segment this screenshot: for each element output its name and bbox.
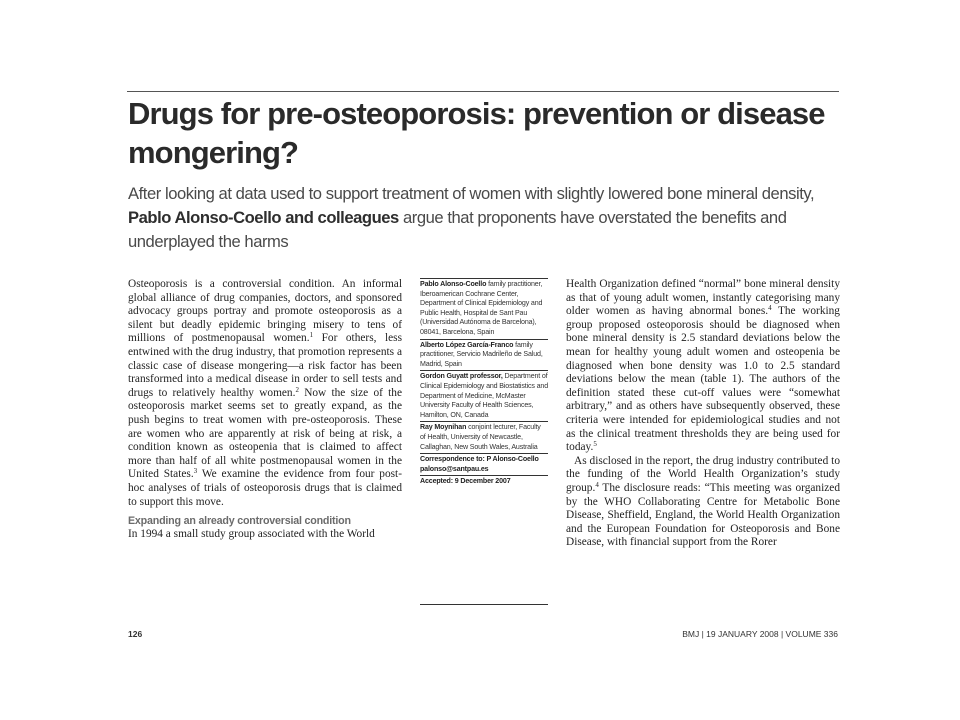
accepted-text: Accepted: 9 December 2007: [420, 477, 511, 486]
author-detail: family practitioner, Iberoamerican Cochrane Center, Department of Clinical Epidemiology and Public Health, Hospital de Sant Pau (Universidad Autónoma de Barcelona), 08041, Barcelona, Spain: [420, 280, 543, 336]
author-affiliations: [420, 278, 548, 488]
author-detail: Department of Clinical Epidemiology and Biostatistics and Department of Medicine, McMaster University Faculty of Health Sciences, Hamilton, ON, Canada: [420, 372, 549, 419]
paragraph: [566, 455, 840, 550]
standfirst-authors: Pablo Alonso-Coello and colleagues: [128, 208, 399, 227]
text-run: The working group proposed osteoporosis should be diagnosed when bone mineral density is 2.5 standard deviations below the mean for healthy young adult women and osteopenia be diagnosed when bone density was 1.0 to 2.5 standard deviations below the mean (table 1). The authors of the definition stated these cut-off values were “somewhat arbitrary,” and as others have subsequently observed, these criteria were intended for epidemiological studies and not as the clinical treatment thresholds they are being used for today.: [566, 305, 840, 454]
author-detail: family practitioner, Servicio Madrileño de Salud, Madrid, Spain: [420, 340, 543, 368]
author-name: Pablo Alonso-Coello: [420, 280, 487, 288]
text-run: Osteoporosis is a controversial condition. An informal global alliance of drug companies, doctors, and sponsored advocacy groups portray and promote osteoporosis as a silent but deadly epidemic bringing misery to tens of millions of postmenopausal women.: [128, 278, 402, 345]
reference-marker[interactable]: 4: [768, 304, 772, 313]
paragraph: In 1994 a small study group associated with the World: [128, 528, 375, 541]
text-run: Health Organization defined “normal” bone mineral density as that of young adult women, instantly categorising many older women as having abnormal bones.: [566, 278, 840, 318]
text-run: As disclosed in the report, the drug industry contributed to the funding of the World Health Organization’s study group.: [566, 454, 840, 494]
standfirst-text: After looking at data used to support treatment of women with slightly lowered bone mineral density,: [128, 184, 815, 203]
paragraph: [566, 278, 840, 455]
standfirst-text-end: argue that proponents have overstated the benefits and underplayed the harms: [128, 208, 787, 251]
journal-info: BMJ | 19 JANUARY 2008 | VOLUME 336: [682, 629, 838, 639]
author-name: Ray Moynihan: [420, 423, 467, 432]
paragraph: [128, 278, 402, 509]
accepted-date: [420, 475, 548, 488]
article-title: Drugs for pre-osteoporosis: prevention or disease mongering?: [128, 96, 825, 170]
author-entry: [420, 278, 548, 339]
reference-marker[interactable]: 3: [193, 467, 198, 476]
text-run: The disclosure reads: “This meeting was organized by the WHO Collaborating Centre for Metabolic Bone Disease, Sheffield, England, the World Health Organization and the European Foundation for Osteoporosis and Bone Disease, with financial support from the Rorer: [566, 481, 840, 549]
reference-marker[interactable]: 2: [295, 385, 299, 394]
reference-marker[interactable]: 4: [595, 480, 599, 489]
reference-marker[interactable]: 1: [309, 331, 314, 340]
author-entry: [420, 339, 548, 371]
author-name: Gordon Guyatt professor,: [420, 372, 503, 381]
text-run: We examine the evidence from four post-hoc analyses of trials of osteoporosis drugs that is claimed to support this move.: [128, 468, 402, 508]
page-number: 126: [128, 629, 143, 639]
text-run: Now the size of the osteoporosis market seems set to greatly expand, as the push begins to treat women with pre-osteoporosis. These are women who are apparently at risk of being at risk, a condition known as osteopenia that is claimed to affect more than half of all white postmenopausal women in the United States.: [128, 386, 403, 481]
author-detail: conjoint lecturer, Faculty of Health, University of Newcastle, Callaghan, New South Wales, Australia: [420, 423, 541, 451]
reference-marker[interactable]: 5: [593, 440, 597, 449]
affiliations-bottom-rule: [420, 604, 548, 605]
correspondence-text: Correspondence to: P Alonso-Coello palonso@santpau.es: [420, 455, 539, 473]
section-heading: Expanding an already controversial condition: [128, 515, 351, 528]
author-entry: [420, 421, 548, 453]
body-column-right: [566, 278, 840, 550]
standfirst: [128, 182, 840, 254]
correspondence[interactable]: [420, 453, 548, 475]
author-name: Alberto López García-Franco: [420, 340, 514, 349]
text-run: For others, less entwined with the drug industry, that promotion represents a classic case of disease mongering—a risk factor has been transformed into a medical disease in order to sell tests and drugs to relatively healthy women.: [128, 332, 402, 399]
body-column-left: [128, 278, 402, 542]
author-entry: [420, 370, 548, 421]
header-rule: [127, 91, 839, 92]
